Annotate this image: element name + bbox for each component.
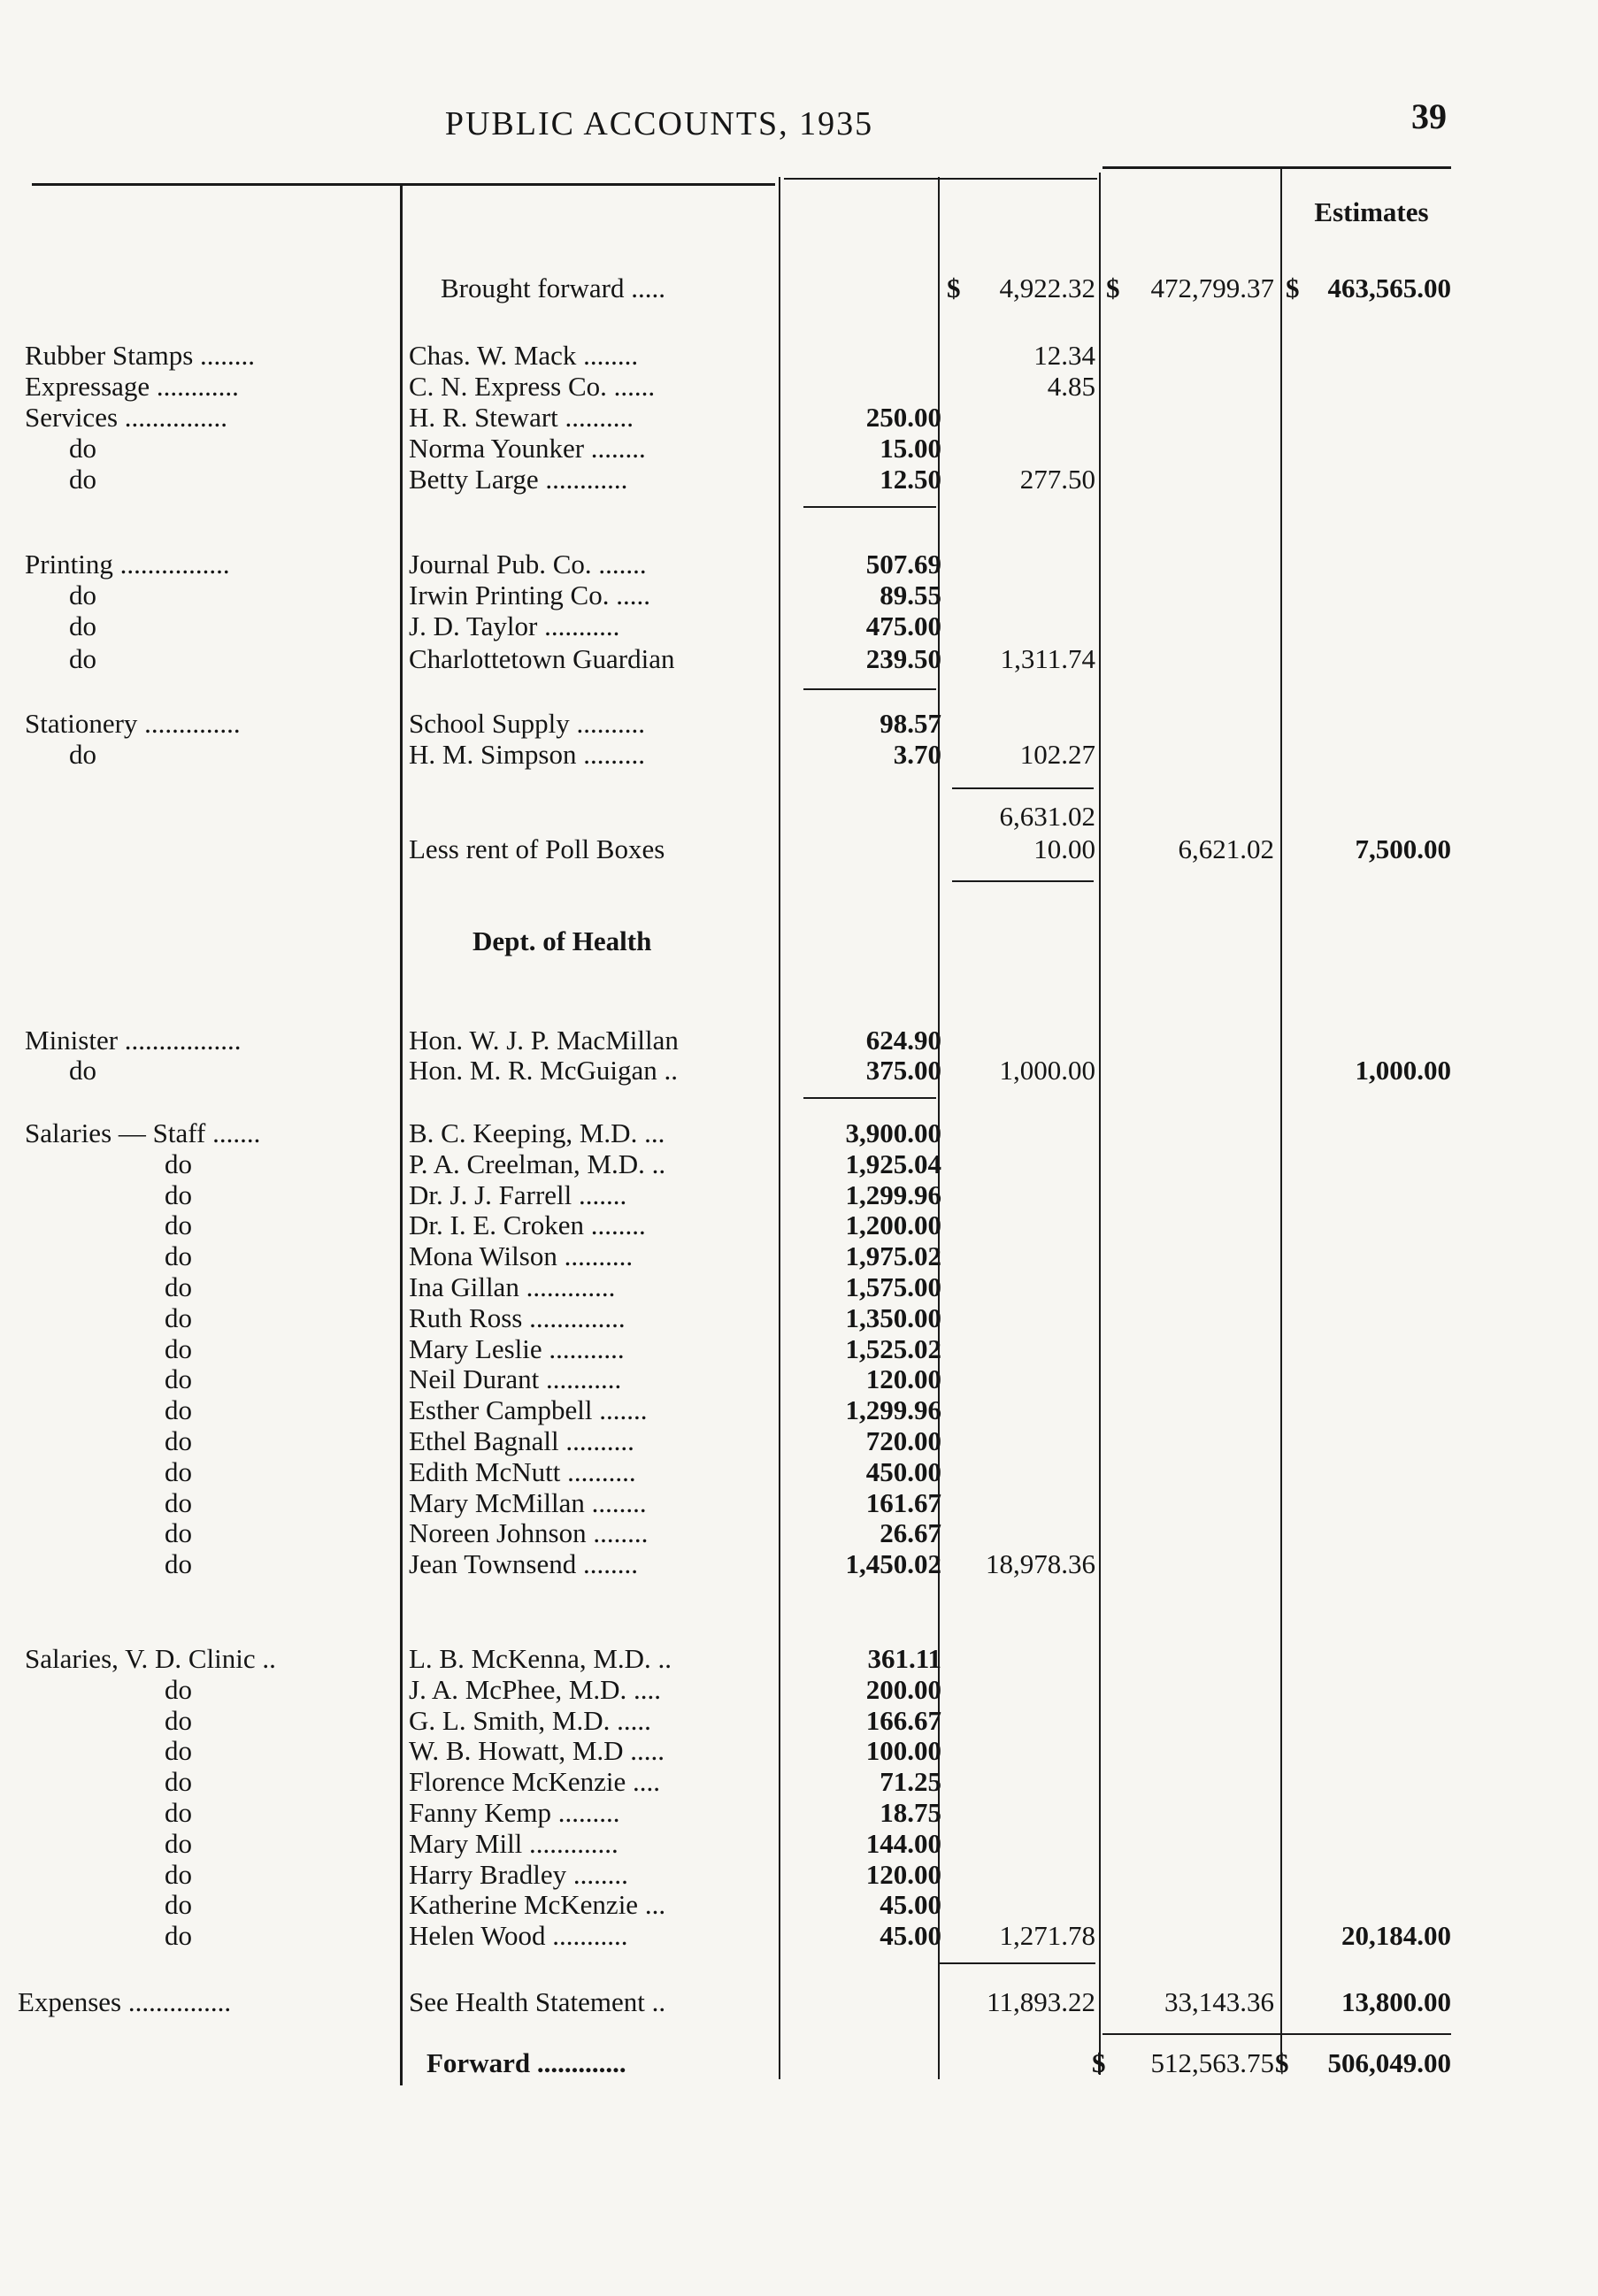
- cell-payee: Charlottetown Guardian: [409, 643, 675, 674]
- cell-item: do: [165, 1332, 192, 1364]
- cell-item: do: [69, 464, 96, 495]
- table-row: [0, 1548, 1598, 1580]
- cell-item: Expressage ............: [25, 371, 239, 402]
- cell-payee: L. B. McKenna, M.D. ..: [409, 1643, 672, 1674]
- estimates-label: Estimates: [1314, 196, 1429, 227]
- cell-payee: Dr. J. J. Farrell .......: [409, 1179, 627, 1210]
- table-row: [0, 340, 1598, 372]
- cell-col1: 361.11: [867, 1643, 941, 1674]
- cell-col4: 7,500.00: [1355, 833, 1451, 864]
- cell-payee: Mary McMillan ........: [409, 1486, 647, 1518]
- cell-col1: 1,450.02: [845, 1548, 941, 1580]
- cell-payee: Jean Townsend ........: [409, 1548, 639, 1580]
- cell-col2: 6,631.02: [999, 801, 1095, 832]
- brought-forward-row: [0, 273, 1598, 304]
- cell-col2: 1,271.78: [999, 1920, 1095, 1952]
- table-row: [0, 1920, 1598, 1952]
- cell-col2: 1,311.74: [1000, 643, 1095, 674]
- cell-col1: 100.00: [865, 1735, 941, 1767]
- expenses-col3: 33,143.36: [1164, 1986, 1274, 2017]
- table-row: [0, 708, 1598, 740]
- cell-item: do: [165, 1455, 192, 1487]
- cell-item: Minister .................: [25, 1025, 242, 1056]
- cell-item: do: [69, 739, 96, 770]
- subtotal-rule: [803, 1097, 936, 1099]
- table-row: [0, 1117, 1598, 1149]
- cell-payee: Chas. W. Mack ........: [409, 340, 639, 371]
- cell-item: do: [69, 580, 96, 610]
- cell-item: Rubber Stamps ........: [25, 340, 256, 371]
- cell-item: do: [69, 643, 96, 674]
- cell-col2: 18,978.36: [986, 1548, 1095, 1580]
- table-row: [0, 1271, 1598, 1303]
- total-rule: [1102, 2033, 1451, 2035]
- cell-col1: 1,299.96: [845, 1394, 941, 1426]
- cell-payee: G. L. Smith, M.D. .....: [409, 1704, 651, 1736]
- cell-payee: Noreen Johnson ........: [409, 1517, 649, 1549]
- table-row: [0, 1456, 1598, 1488]
- cell-col1: 1,525.02: [845, 1332, 941, 1364]
- table-row: [0, 610, 1598, 642]
- cell-item: do: [69, 1055, 96, 1086]
- cell-payee: Ruth Ross ..............: [409, 1302, 626, 1333]
- subtotal-rule: [952, 880, 1094, 882]
- cell-item: do: [165, 1827, 192, 1859]
- cell-item: do: [165, 1179, 192, 1210]
- table-row: [0, 1240, 1598, 1272]
- cell-item: do: [165, 1858, 192, 1890]
- table-row: [0, 1797, 1598, 1829]
- table-row: [0, 1363, 1598, 1395]
- subtotal-rule: [940, 1962, 1095, 1964]
- forward-label: Forward .............: [426, 2047, 626, 2078]
- cell-col1: 375.00: [865, 1055, 941, 1086]
- cell-item: do: [69, 610, 96, 641]
- cell-col1: 1,299.96: [845, 1179, 941, 1210]
- cell-payee: H. R. Stewart ..........: [409, 402, 634, 433]
- expenses-row: [0, 1986, 1598, 2018]
- cell-payee: Mona Wilson ..........: [409, 1240, 634, 1272]
- table-row: [0, 464, 1598, 495]
- table-row: [0, 1025, 1598, 1056]
- cell-payee: Helen Wood ...........: [409, 1920, 628, 1952]
- table-row: [0, 1828, 1598, 1860]
- cell-payee: Esther Campbell .......: [409, 1394, 648, 1426]
- subtotal-rule: [803, 506, 936, 508]
- cell-col1: 450.00: [865, 1455, 941, 1487]
- cell-payee: Mary Mill .............: [409, 1827, 618, 1859]
- cell-payee: J. D. Taylor ...........: [409, 610, 620, 641]
- cell-col1: 161.67: [865, 1486, 941, 1518]
- table-row: [0, 1705, 1598, 1737]
- cell-payee: Irwin Printing Co. .....: [409, 580, 650, 610]
- cell-payee: Neil Durant ...........: [409, 1363, 622, 1395]
- cell-col2: 12.34: [1033, 340, 1095, 371]
- table-row: [0, 433, 1598, 465]
- cell-col1: 120.00: [865, 1858, 941, 1890]
- table-row: [0, 402, 1598, 434]
- cell-payee: Dr. I. E. Croken ........: [409, 1209, 646, 1241]
- cell-item: do: [165, 1240, 192, 1272]
- cell-payee: H. M. Simpson .........: [409, 739, 645, 770]
- table-row: [0, 549, 1598, 580]
- table-row: [0, 1735, 1598, 1767]
- cell-col2: 1,000.00: [999, 1055, 1095, 1086]
- cell-col1: 3.70: [893, 739, 941, 770]
- cell-col3: 6,621.02: [1178, 833, 1274, 864]
- table-row: [0, 1766, 1598, 1798]
- brought-forward-col4: 463,565.00: [1327, 273, 1451, 303]
- table-row: [0, 1209, 1598, 1241]
- page-number: 39: [1411, 96, 1447, 136]
- cell-col1: 45.00: [880, 1920, 941, 1952]
- table-row: [0, 1674, 1598, 1706]
- cell-item: do: [165, 1363, 192, 1395]
- cell-item: do: [165, 1889, 192, 1921]
- top-rule-mid: [784, 178, 1097, 180]
- table-row: [0, 1179, 1598, 1211]
- cell-payee: Florence McKenzie ....: [409, 1766, 661, 1798]
- table-row: [0, 1643, 1598, 1675]
- cell-item: do: [165, 1673, 192, 1705]
- cell-col1: 18.75: [880, 1797, 941, 1828]
- cell-payee: Norma Younker ........: [409, 433, 646, 464]
- cell-item: do: [69, 433, 96, 464]
- cell-item: do: [165, 1302, 192, 1333]
- top-rule-left: [32, 183, 775, 186]
- dollar-sign: $: [1092, 2047, 1106, 2078]
- cell-payee: Edith McNutt ..........: [409, 1455, 636, 1487]
- cell-col1: 1,925.04: [845, 1148, 941, 1179]
- cell-col1: 1,975.02: [845, 1240, 941, 1272]
- subtotal-rule: [952, 787, 1094, 789]
- cell-payee: Harry Bradley ........: [409, 1858, 628, 1890]
- table-row: [0, 1487, 1598, 1519]
- cell-col1: 1,200.00: [845, 1209, 941, 1241]
- expenses-payee: See Health Statement ..: [409, 1986, 666, 2017]
- table-row: [0, 1333, 1598, 1365]
- forward-col4: 506,049.00: [1327, 2047, 1451, 2078]
- cell-col1: 89.55: [880, 580, 941, 610]
- table-row: [0, 1859, 1598, 1891]
- cell-item: do: [165, 1920, 192, 1952]
- cell-payee: Mary Leslie ...........: [409, 1332, 625, 1364]
- cell-col2: 4.85: [1047, 371, 1095, 402]
- cell-col1: 71.25: [880, 1766, 941, 1798]
- cell-col1: 98.57: [880, 708, 941, 739]
- section-heading: Dept. of Health: [472, 925, 652, 956]
- expenses-item: Expenses ...............: [18, 1986, 232, 2017]
- forward-col3: 512,563.75: [1150, 2047, 1274, 2078]
- estimates-header: [0, 196, 1598, 228]
- cell-item: do: [165, 1271, 192, 1302]
- cell-col2: 102.27: [1019, 739, 1095, 770]
- cell-payee: C. N. Express Co. ......: [409, 371, 656, 402]
- table-row: [0, 1889, 1598, 1921]
- cell-col1: 45.00: [880, 1889, 941, 1921]
- brought-forward-col3: 472,799.37: [1150, 273, 1274, 303]
- expenses-col4: 13,800.00: [1341, 1986, 1451, 2017]
- cell-col4: 1,000.00: [1355, 1055, 1451, 1086]
- cell-payee: Katherine McKenzie ...: [409, 1889, 666, 1921]
- cell-item: do: [165, 1209, 192, 1241]
- table-row: [0, 1148, 1598, 1180]
- table-row: [0, 833, 1598, 865]
- cell-payee: School Supply ..........: [409, 708, 645, 739]
- table-row: [0, 1425, 1598, 1457]
- table-row: [0, 1302, 1598, 1334]
- dollar-sign: $: [1106, 273, 1120, 303]
- cell-item: do: [165, 1766, 192, 1798]
- table-row: [0, 801, 1598, 833]
- cell-payee: Hon. M. R. McGuigan ..: [409, 1055, 678, 1086]
- cell-col2: 10.00: [1033, 833, 1095, 864]
- brought-forward-col2: 4,922.32: [999, 273, 1095, 303]
- table-row: [0, 1394, 1598, 1426]
- cell-col1: 1,350.00: [845, 1302, 941, 1333]
- cell-col2: 277.50: [1019, 464, 1095, 495]
- table-row: [0, 371, 1598, 403]
- cell-item: do: [165, 1548, 192, 1580]
- cell-payee: Fanny Kemp .........: [409, 1797, 620, 1828]
- cell-col1: 624.90: [865, 1025, 941, 1056]
- cell-payee: W. B. Howatt, M.D .....: [409, 1735, 665, 1767]
- cell-item: do: [165, 1797, 192, 1828]
- cell-item: Services ...............: [25, 402, 228, 433]
- cell-col1: 250.00: [865, 402, 941, 433]
- cell-item: do: [165, 1425, 192, 1456]
- cell-payee: Less rent of Poll Boxes: [409, 833, 665, 864]
- cell-col4: 20,184.00: [1341, 1920, 1451, 1952]
- dollar-sign: $: [1275, 2047, 1289, 2078]
- table-row: [0, 1055, 1598, 1087]
- cell-col1: 3,900.00: [845, 1117, 941, 1148]
- cell-item: do: [165, 1704, 192, 1736]
- cell-col1: 120.00: [865, 1363, 941, 1395]
- cell-item: do: [165, 1486, 192, 1518]
- table-row: [0, 1517, 1598, 1549]
- cell-col1: 12.50: [880, 464, 941, 495]
- cell-payee: P. A. Creelman, M.D. ..: [409, 1148, 666, 1179]
- cell-payee: B. C. Keeping, M.D. ...: [409, 1117, 665, 1148]
- table-row: [0, 580, 1598, 611]
- expenses-col2: 11,893.22: [987, 1986, 1095, 2017]
- cell-col1: 475.00: [865, 610, 941, 641]
- table-row: [0, 739, 1598, 771]
- brought-forward-label: Brought forward .....: [441, 273, 665, 303]
- cell-item: Printing ................: [25, 549, 230, 580]
- cell-payee: Ethel Bagnall ..........: [409, 1425, 634, 1456]
- cell-col1: 1,575.00: [845, 1271, 941, 1302]
- cell-item: do: [165, 1517, 192, 1549]
- cell-item: do: [165, 1394, 192, 1426]
- cell-col1: 26.67: [880, 1517, 941, 1549]
- section-heading-row: [0, 925, 1598, 957]
- cell-item: Salaries — Staff .......: [25, 1117, 261, 1148]
- cell-col1: 239.50: [865, 643, 941, 674]
- cell-item: do: [165, 1148, 192, 1179]
- dollar-sign: $: [1286, 273, 1300, 303]
- table-row: [0, 643, 1598, 675]
- cell-col1: 144.00: [865, 1827, 941, 1859]
- cell-col1: 507.69: [865, 549, 941, 580]
- dollar-sign: $: [947, 273, 961, 303]
- cell-col1: 720.00: [865, 1425, 941, 1456]
- cell-col1: 200.00: [865, 1673, 941, 1705]
- cell-payee: Journal Pub. Co. .......: [409, 549, 647, 580]
- cell-payee: Ina Gillan .............: [409, 1271, 616, 1302]
- cell-item: Salaries, V. D. Clinic ..: [25, 1643, 276, 1674]
- subtotal-rule: [803, 688, 936, 690]
- cell-item: Stationery ..............: [25, 708, 241, 739]
- forward-row: [0, 2047, 1598, 2079]
- top-rule-right: [1102, 166, 1451, 169]
- cell-item: do: [165, 1735, 192, 1767]
- cell-payee: J. A. McPhee, M.D. ....: [409, 1673, 662, 1705]
- page-title: PUBLIC ACCOUNTS, 1935: [444, 105, 874, 142]
- cell-col1: 15.00: [880, 433, 941, 464]
- cell-col1: 166.67: [865, 1704, 941, 1736]
- cell-payee: Hon. W. J. P. MacMillan: [409, 1025, 679, 1056]
- cell-payee: Betty Large ............: [409, 464, 628, 495]
